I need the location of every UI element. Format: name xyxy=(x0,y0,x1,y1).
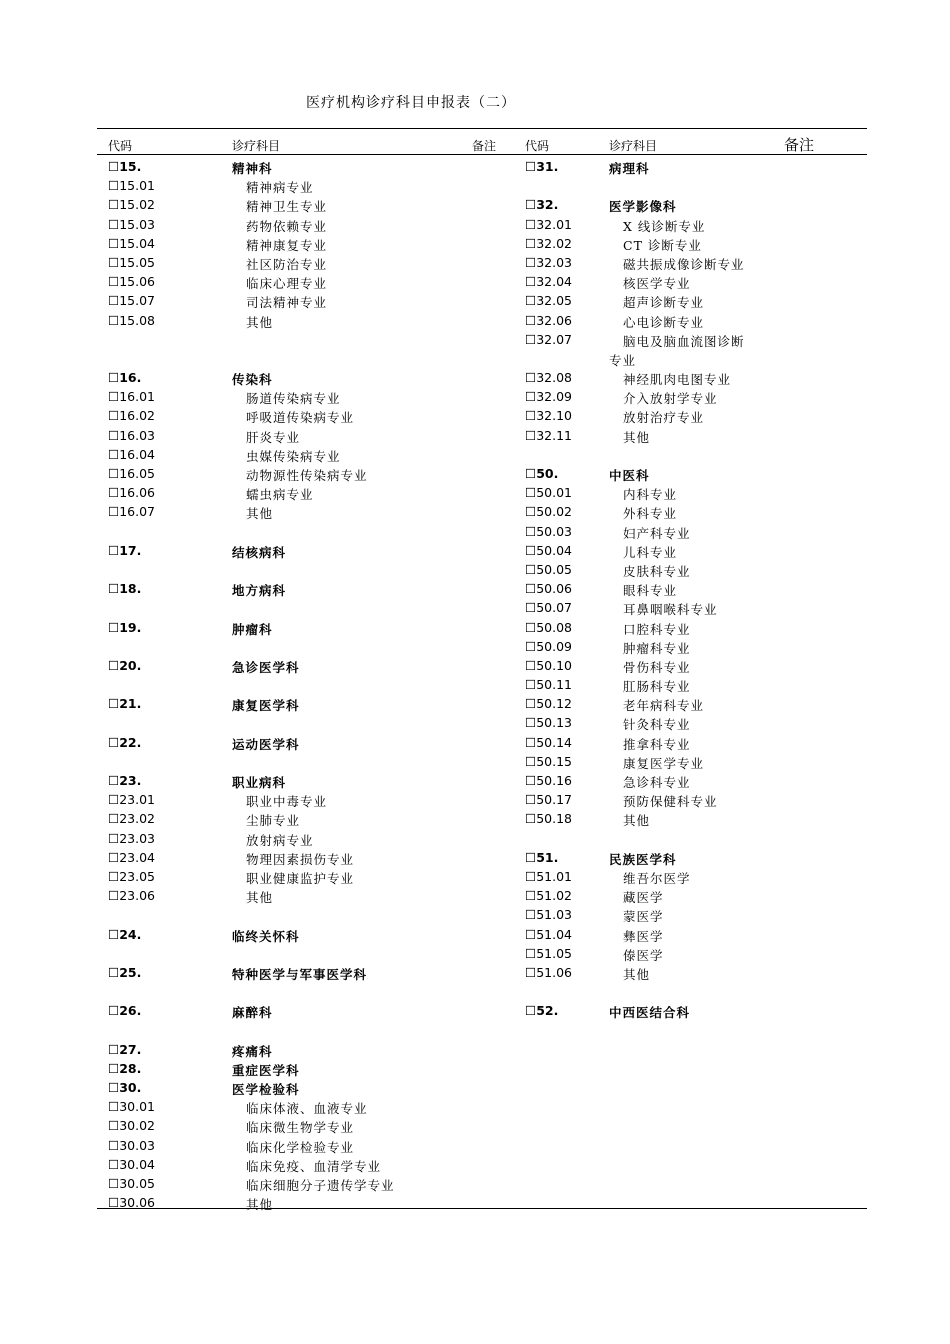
blank-row xyxy=(108,1022,518,1041)
subject-item-row xyxy=(108,792,518,811)
subject-code[interactable]: ☐50.01 xyxy=(525,485,572,501)
subject-item-row xyxy=(525,504,865,523)
subject-item-row xyxy=(525,792,865,811)
subject-name: 蒙医学 xyxy=(623,909,664,925)
subject-name: 皮肤科专业 xyxy=(623,563,691,579)
subject-code[interactable]: ☐51.04 xyxy=(525,926,572,942)
subject-item-row xyxy=(525,370,865,389)
subject-name: 呼吸道传染病专业 xyxy=(246,410,355,426)
subject-name: 职业病科 xyxy=(232,775,287,790)
subject-code[interactable]: ☐23.05 xyxy=(108,868,155,884)
blank-row xyxy=(108,754,518,773)
subject-item-row xyxy=(108,811,518,830)
subject-code[interactable]: ☐50.15 xyxy=(525,753,572,769)
subject-item-row xyxy=(108,1138,518,1157)
subject-item-row xyxy=(525,332,865,351)
subject-name: 医学检验科 xyxy=(232,1082,300,1097)
subject-code[interactable]: ☐50.06 xyxy=(525,581,572,597)
subject-name: 肿瘤科专业 xyxy=(623,640,691,656)
subject-category-row xyxy=(108,696,518,715)
subject-name: 放射病专业 xyxy=(246,832,314,848)
subject-name: 神经肌肉电图专业 xyxy=(623,372,732,388)
subject-code[interactable]: ☐23.01 xyxy=(108,792,155,808)
right-column xyxy=(525,159,865,1022)
subject-item-row xyxy=(525,677,865,696)
subject-name: 肛肠科专业 xyxy=(623,679,691,695)
subject-code[interactable]: ☐15.01 xyxy=(108,178,155,194)
subject-name: 其他 xyxy=(623,429,651,445)
subject-code[interactable]: ☐23. xyxy=(108,773,142,788)
subject-name: 彝医学 xyxy=(623,928,664,944)
subject-item-row xyxy=(525,754,865,773)
subject-name: 其他 xyxy=(623,966,651,982)
subject-category-row xyxy=(108,1080,518,1099)
subject-name: 眼科专业 xyxy=(623,583,678,599)
subject-code[interactable]: ☐19. xyxy=(108,619,142,635)
subject-code[interactable]: ☐30.06 xyxy=(108,1195,155,1211)
subject-code[interactable]: ☐32.07 xyxy=(525,331,572,347)
subject-category-row xyxy=(525,197,865,216)
subject-name: CT 诊断专业 xyxy=(623,237,702,253)
subject-name: 外科专业 xyxy=(623,506,678,522)
subject-code[interactable]: ☐15.02 xyxy=(108,197,155,213)
subject-item-row xyxy=(525,639,865,658)
subject-item-row xyxy=(525,811,865,830)
subject-name: 司法精神专业 xyxy=(246,295,328,311)
subject-name: 预防保健科专业 xyxy=(623,794,718,810)
subject-category-row xyxy=(108,581,518,600)
subject-name: 临床微生物学专业 xyxy=(246,1120,355,1136)
subject-category-row xyxy=(525,466,865,485)
subject-category-row xyxy=(108,620,518,639)
subject-item-row xyxy=(108,1118,518,1137)
subject-name: 精神科 xyxy=(232,161,273,176)
subject-item-row xyxy=(108,197,518,216)
subject-item-row xyxy=(525,869,865,888)
subject-name: 精神康复专业 xyxy=(246,237,328,253)
subject-code[interactable]: ☐50.14 xyxy=(525,734,572,750)
subject-name: 中西医结合科 xyxy=(609,1005,691,1021)
page-title: 医疗机构诊疗科目申报表（二） xyxy=(306,95,516,111)
subject-item-row xyxy=(525,217,865,236)
subject-item-row xyxy=(525,428,865,447)
subject-name: 康复医学科 xyxy=(232,698,300,714)
subject-code[interactable]: ☐16.07 xyxy=(108,504,155,520)
subject-name: 藏医学 xyxy=(623,890,664,906)
subject-code[interactable]: ☐50.16 xyxy=(525,773,572,788)
subject-name: 脑电及脑血流图诊断 xyxy=(623,333,745,349)
subject-code[interactable]: ☐50.10 xyxy=(525,657,572,673)
subject-code[interactable]: ☐22. xyxy=(108,734,142,750)
subject-item-row xyxy=(108,869,518,888)
blank-row xyxy=(108,600,518,619)
subject-name: 内科专业 xyxy=(623,487,678,503)
subject-code[interactable]: ☐51.05 xyxy=(525,945,572,961)
subject-name: 肿瘤科 xyxy=(232,621,273,637)
subject-name: 急诊科专业 xyxy=(623,775,691,790)
subject-code[interactable]: ☐51.06 xyxy=(525,964,572,980)
subject-code[interactable]: ☐50.12 xyxy=(525,696,572,712)
blank-row xyxy=(108,984,518,1003)
subject-code[interactable]: ☐32.09 xyxy=(525,389,572,405)
subject-name: 康复医学专业 xyxy=(623,755,705,771)
subject-code[interactable]: ☐50.07 xyxy=(525,600,572,616)
subject-name: 麻醉科 xyxy=(232,1005,273,1021)
subject-item-row xyxy=(525,715,865,734)
subject-item-row xyxy=(525,965,865,984)
subject-name: 耳鼻咽喉科专业 xyxy=(623,602,718,618)
subject-name: 病理科 xyxy=(609,161,650,176)
blank-row xyxy=(525,831,865,850)
subject-name: 动物源性传染病专业 xyxy=(246,468,368,483)
subject-name: 疼痛科 xyxy=(232,1043,273,1059)
subject-code[interactable]: ☐30.01 xyxy=(108,1099,155,1115)
subject-code[interactable]: ☐23.02 xyxy=(108,811,155,827)
subject-code[interactable]: ☐32.06 xyxy=(525,312,572,328)
subject-code[interactable]: ☐51. xyxy=(525,849,559,865)
table-bottom-rule xyxy=(97,1208,867,1209)
subject-name: 超声诊断专业 xyxy=(623,295,705,311)
subject-code[interactable]: ☐51.01 xyxy=(525,868,572,884)
subject-item-row xyxy=(525,236,865,255)
subject-name: 针灸科专业 xyxy=(623,717,691,733)
subject-item-row xyxy=(108,428,518,447)
blank-row xyxy=(525,984,865,1003)
blank-row xyxy=(108,351,518,370)
subject-code[interactable]: ☐28. xyxy=(108,1060,142,1076)
blank-row xyxy=(108,715,518,734)
subject-item-row xyxy=(525,274,865,293)
blank-row xyxy=(108,946,518,965)
subject-code[interactable]: ☐32.04 xyxy=(525,274,572,290)
subject-name: 职业健康监护专业 xyxy=(246,870,355,886)
subject-name: 肠道传染病专业 xyxy=(246,391,341,407)
subject-item-row xyxy=(108,255,518,274)
subject-item-row xyxy=(108,485,518,504)
subject-item-row xyxy=(108,236,518,255)
subject-category-row xyxy=(108,735,518,754)
subject-code[interactable]: ☐50.17 xyxy=(525,792,572,808)
subject-name: 口腔科专业 xyxy=(623,621,691,637)
subject-name: 物理因素损伤专业 xyxy=(246,851,355,867)
blank-row xyxy=(525,447,865,466)
subject-code[interactable]: ☐32.05 xyxy=(525,293,572,309)
subject-item-row xyxy=(108,1176,518,1195)
subject-name: 特种医学与军事医学科 xyxy=(232,966,368,982)
subject-item-row xyxy=(108,389,518,408)
subject-code[interactable]: ☐23.06 xyxy=(108,888,155,904)
subject-item-row xyxy=(525,658,865,677)
subject-name: 临终关怀科 xyxy=(232,928,300,944)
subject-code[interactable]: ☐30.03 xyxy=(108,1137,155,1153)
subject-code[interactable]: ☐21. xyxy=(108,696,142,712)
subject-item-row xyxy=(525,620,865,639)
subject-code[interactable]: ☐15.06 xyxy=(108,274,155,290)
subject-name: 其他 xyxy=(246,890,274,906)
header-remark-right: 备注 xyxy=(784,136,815,154)
subject-code[interactable]: ☐32.11 xyxy=(525,427,572,443)
subject-item-row xyxy=(525,389,865,408)
subject-code[interactable]: ☐15.08 xyxy=(108,312,155,328)
subject-item-row xyxy=(525,293,865,312)
subject-item-row xyxy=(108,888,518,907)
subject-name: 蠕虫病专业 xyxy=(246,487,314,503)
subject-category-row xyxy=(108,1061,518,1080)
subject-name: 临床免疫、血清学专业 xyxy=(246,1158,382,1174)
subject-category-row xyxy=(108,927,518,946)
header-remark-left: 备注 xyxy=(472,139,497,153)
blank-row xyxy=(108,524,518,543)
subject-code[interactable]: ☐32.03 xyxy=(525,254,572,270)
subject-code[interactable]: ☐52. xyxy=(525,1003,559,1019)
subject-code[interactable]: ☐50.02 xyxy=(525,504,572,520)
subject-item-row xyxy=(108,274,518,293)
subject-item-row xyxy=(525,562,865,581)
subject-code[interactable]: ☐26. xyxy=(108,1003,142,1019)
header-code-right: 代码 xyxy=(525,139,550,153)
subject-name: 骨伤科专业 xyxy=(623,659,691,675)
blank-row xyxy=(108,677,518,696)
subject-category-row xyxy=(525,1003,865,1022)
subject-item-row xyxy=(108,313,518,332)
subject-code[interactable]: ☐20. xyxy=(108,657,142,673)
blank-row xyxy=(525,178,865,197)
subject-name: 傣医学 xyxy=(623,947,664,963)
subject-name: 专业 xyxy=(609,352,637,368)
subject-item-row xyxy=(108,447,518,466)
subject-item-row xyxy=(525,524,865,543)
subject-name: 尘肺专业 xyxy=(246,813,301,829)
subject-name: 重症医学科 xyxy=(232,1062,300,1078)
subject-item-row xyxy=(525,543,865,562)
subject-name: 地方病科 xyxy=(232,583,287,599)
subject-name: 临床细胞分子遗传学专业 xyxy=(246,1177,395,1193)
subject-code[interactable]: ☐50.13 xyxy=(525,715,572,731)
subject-code[interactable]: ☐50.18 xyxy=(525,811,572,827)
subject-item-row xyxy=(108,504,518,523)
subject-name: 心电诊断专业 xyxy=(623,314,705,330)
subject-name: 其他 xyxy=(246,1197,274,1213)
subject-item-row xyxy=(525,735,865,754)
subject-item-row xyxy=(525,600,865,619)
subject-code[interactable]: ☐23.04 xyxy=(108,849,155,865)
subject-category-row xyxy=(108,543,518,562)
subject-item-row xyxy=(525,696,865,715)
subject-code[interactable]: ☐18. xyxy=(108,581,142,597)
subject-code[interactable]: ☐16.06 xyxy=(108,485,155,501)
subject-code[interactable]: ☐16.05 xyxy=(108,466,155,481)
subject-item-row xyxy=(525,927,865,946)
subject-code[interactable]: ☐50.03 xyxy=(525,523,572,539)
subject-item-row xyxy=(108,466,518,485)
subject-name: 其他 xyxy=(246,506,274,522)
subject-code[interactable]: ☐16.01 xyxy=(108,389,155,405)
subject-item-row xyxy=(525,773,865,792)
subject-item-row xyxy=(525,485,865,504)
subject-item-row xyxy=(525,946,865,965)
subject-item-row xyxy=(108,1195,518,1214)
subject-name: 妇产科专业 xyxy=(623,525,691,541)
subject-name: 社区防治专业 xyxy=(246,256,328,272)
subject-name: 核医学专业 xyxy=(623,276,691,292)
subject-item-row xyxy=(108,1157,518,1176)
subject-category-row xyxy=(108,159,518,178)
subject-code[interactable]: ☐32.02 xyxy=(525,235,572,251)
subject-item-row xyxy=(108,1099,518,1118)
blank-row xyxy=(108,332,518,351)
subject-name: 放射治疗专业 xyxy=(623,410,705,426)
subject-code[interactable]: ☐30.02 xyxy=(108,1118,155,1134)
subject-category-row xyxy=(108,370,518,389)
subject-name: 推拿科专业 xyxy=(623,736,691,752)
subject-code[interactable]: ☐32.01 xyxy=(525,216,572,232)
subject-name: 职业中毒专业 xyxy=(246,794,328,810)
subject-code[interactable]: ☐32.10 xyxy=(525,408,572,424)
subject-item-row xyxy=(108,850,518,869)
subject-code[interactable]: ☐16.03 xyxy=(108,427,155,443)
subject-name: 维吾尔医学 xyxy=(623,870,691,886)
blank-row xyxy=(108,562,518,581)
subject-name: 老年病科专业 xyxy=(623,698,705,714)
table-top-rule xyxy=(97,128,867,129)
subject-item-row xyxy=(108,293,518,312)
subject-category-row xyxy=(108,773,518,792)
subject-category-row xyxy=(108,1042,518,1061)
subject-code[interactable]: ☐23.03 xyxy=(108,830,155,846)
subject-name: 其他 xyxy=(246,314,274,330)
subject-name: 结核病科 xyxy=(232,544,287,560)
subject-code[interactable]: ☐50.09 xyxy=(525,638,572,654)
subject-code[interactable]: ☐51.02 xyxy=(525,888,572,904)
subject-code[interactable]: ☐30.04 xyxy=(108,1156,155,1172)
subject-name: 临床化学检验专业 xyxy=(246,1139,355,1155)
subject-name: 其他 xyxy=(623,813,651,829)
subject-item-row xyxy=(108,217,518,236)
subject-code[interactable]: ☐15.07 xyxy=(108,293,155,309)
subject-code[interactable]: ☐24. xyxy=(108,926,142,942)
subject-name: 磁共振成像诊断专业 xyxy=(623,256,745,272)
subject-item-row xyxy=(525,313,865,332)
subject-item-row xyxy=(108,831,518,850)
subject-code[interactable]: ☐16.02 xyxy=(108,408,155,424)
subject-name: 介入放射学专业 xyxy=(623,391,718,407)
subject-category-row xyxy=(525,850,865,869)
subject-code[interactable]: ☐50.05 xyxy=(525,561,572,577)
subject-code[interactable]: ☐27. xyxy=(108,1041,142,1057)
subject-name: X 线诊断专业 xyxy=(623,218,706,234)
subject-code[interactable]: ☐25. xyxy=(108,964,142,980)
subject-name: 传染科 xyxy=(232,372,273,388)
subject-category-row xyxy=(108,658,518,677)
subject-code[interactable]: ☐32. xyxy=(525,197,559,213)
subject-code[interactable]: ☐15.04 xyxy=(108,235,155,251)
subject-name: 运动医学科 xyxy=(232,736,300,752)
subject-code[interactable]: ☐15. xyxy=(108,159,142,174)
subject-code[interactable]: ☐31. xyxy=(525,159,559,174)
subject-category-row xyxy=(108,1003,518,1022)
subject-item-row xyxy=(525,351,865,370)
subject-code[interactable]: ☐51.03 xyxy=(525,907,572,923)
header-subject-left: 诊疗科目 xyxy=(232,139,281,153)
subject-item-row xyxy=(108,408,518,427)
subject-code[interactable]: ☐30.05 xyxy=(108,1175,155,1191)
header-code-left: 代码 xyxy=(108,139,133,153)
subject-item-row xyxy=(525,581,865,600)
subject-code[interactable]: ☐50.08 xyxy=(525,619,572,635)
subject-name: 精神卫生专业 xyxy=(246,199,328,215)
subject-item-row xyxy=(108,178,518,197)
subject-name: 精神病专业 xyxy=(246,180,314,196)
header-subject-right: 诊疗科目 xyxy=(609,139,658,153)
subject-item-row xyxy=(525,888,865,907)
subject-name: 中医科 xyxy=(609,468,650,483)
subject-code[interactable]: ☐15.05 xyxy=(108,254,155,270)
subject-item-row xyxy=(525,907,865,926)
subject-name: 民族医学科 xyxy=(609,851,677,867)
subject-code[interactable]: ☐32.08 xyxy=(525,370,572,386)
blank-row xyxy=(108,907,518,926)
subject-item-row xyxy=(525,408,865,427)
subject-code[interactable]: ☐30. xyxy=(108,1080,142,1095)
subject-code[interactable]: ☐50. xyxy=(525,466,559,481)
blank-row xyxy=(108,639,518,658)
subject-name: 医学影像科 xyxy=(609,199,677,215)
subject-code[interactable]: ☐16. xyxy=(108,370,142,386)
subject-code[interactable]: ☐50.11 xyxy=(525,677,572,693)
subject-name: 临床体液、血液专业 xyxy=(246,1101,368,1117)
subject-code[interactable]: ☐16.04 xyxy=(108,446,155,462)
subject-code[interactable]: ☐15.03 xyxy=(108,216,155,232)
subject-name: 临床心理专业 xyxy=(246,276,328,292)
subject-item-row xyxy=(525,255,865,274)
subject-name: 药物依赖专业 xyxy=(246,218,328,234)
subject-name: 急诊医学科 xyxy=(232,659,300,675)
left-column xyxy=(108,159,518,1214)
subject-category-row xyxy=(108,965,518,984)
subject-code[interactable]: ☐50.04 xyxy=(525,542,572,558)
subject-name: 虫媒传染病专业 xyxy=(246,448,341,464)
subject-category-row xyxy=(525,159,865,178)
subject-name: 肝炎专业 xyxy=(246,429,301,445)
subject-code[interactable]: ☐17. xyxy=(108,542,142,558)
subject-name: 儿科专业 xyxy=(623,544,678,560)
table-header-rule xyxy=(97,154,867,155)
